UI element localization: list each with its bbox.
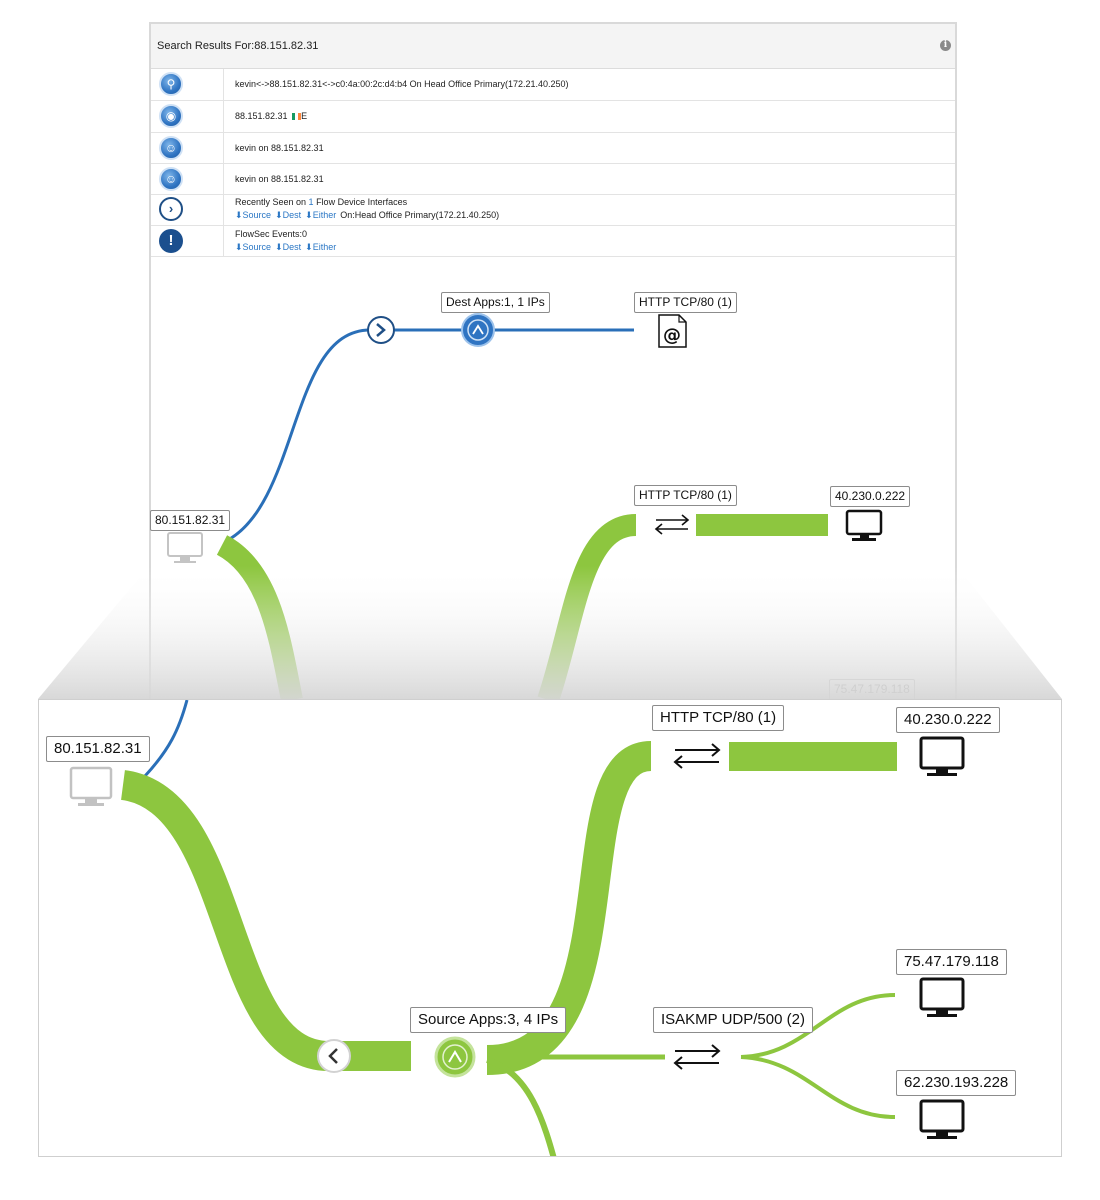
source-ip-label[interactable]: 80.151.82.31	[46, 736, 150, 762]
globe-user-icon[interactable]: ☺	[159, 136, 183, 160]
dest-ip-label[interactable]: 62.230.193.228	[896, 1070, 1016, 1096]
source-apps-node-icon[interactable]	[436, 1038, 474, 1076]
dest-flow-line[interactable]	[145, 700, 187, 776]
chevron-right-circle-icon[interactable]: ›	[159, 197, 183, 221]
http-app-label[interactable]: HTTP TCP/80 (1)	[652, 705, 784, 731]
either-link[interactable]: ⬇Either	[305, 210, 337, 220]
host-icon[interactable]	[921, 738, 963, 776]
source-ip-label[interactable]: 80.151.82.31	[150, 510, 230, 531]
globe-pin-icon[interactable]: ◉	[159, 104, 183, 128]
host-icon[interactable]	[921, 979, 963, 1017]
dest-ip-label[interactable]: 40.230.0.222	[896, 707, 1000, 733]
collapse-left-button[interactable]	[318, 1040, 350, 1072]
host-icon[interactable]	[921, 1101, 963, 1139]
result-text[interactable]: kevin on 88.151.82.31	[235, 143, 324, 153]
http-app-label[interactable]: HTTP TCP/80 (1)	[634, 485, 737, 506]
source-apps-label[interactable]: Source Apps:3, 4 IPs	[410, 1007, 566, 1033]
panel-title: Search Results For:88.151.82.31	[157, 40, 319, 52]
globe-link-icon[interactable]: ⚲	[159, 72, 183, 96]
source-link[interactable]: ⬇Source	[235, 242, 272, 252]
dest-link[interactable]: ⬇Dest	[275, 210, 302, 220]
http-app-label[interactable]: HTTP TCP/80 (1)	[634, 292, 737, 313]
source-host-icon[interactable]	[71, 768, 111, 806]
exclamation-circle-icon: !	[159, 229, 183, 253]
dest-ip-label[interactable]: 75.47.179.118	[896, 949, 1007, 975]
bidirectional-arrows-icon	[675, 744, 719, 768]
flow-links: ⬇Source ⬇Dest ⬇Either On:Head Office Primary(172.21.40.250)	[235, 210, 500, 220]
dest-ip-label[interactable]: 40.230.0.222	[830, 486, 910, 507]
source-link[interactable]: ⬇Source	[235, 210, 272, 220]
http-flow-bar[interactable]	[729, 742, 897, 771]
info-icon[interactable]: i	[940, 40, 951, 51]
globe-user-icon[interactable]: ☺	[159, 167, 183, 191]
isakmp-branch-line[interactable]	[741, 1057, 895, 1117]
source-flow-band[interactable]	[123, 785, 411, 1056]
isakmp-app-label[interactable]: ISAKMP UDP/500 (2)	[653, 1007, 813, 1033]
dest-apps-label[interactable]: Dest Apps:1, 1 IPs	[441, 292, 550, 313]
flowsec-text: FlowSec Events:0	[235, 229, 308, 239]
result-text[interactable]: kevin<->88.151.82.31<->c0:4a:00:2c:d4:b4 On Head Office Primary(172.21.40.250)	[235, 79, 569, 89]
zoomed-flow-view	[38, 699, 1062, 1157]
bidirectional-arrows-icon	[675, 1045, 719, 1069]
result-text[interactable]: kevin on 88.151.82.31	[235, 174, 324, 184]
flow-device-count-link[interactable]: 1	[308, 197, 314, 207]
recently-seen-text: Recently Seen on 1 Flow Device Interfaces	[235, 197, 408, 207]
either-link[interactable]: ⬇Either	[305, 242, 337, 252]
result-text[interactable]: 88.151.82.31 E	[235, 111, 308, 121]
svg-text:@: @	[663, 325, 681, 346]
dest-link[interactable]: ⬇Dest	[275, 242, 302, 252]
